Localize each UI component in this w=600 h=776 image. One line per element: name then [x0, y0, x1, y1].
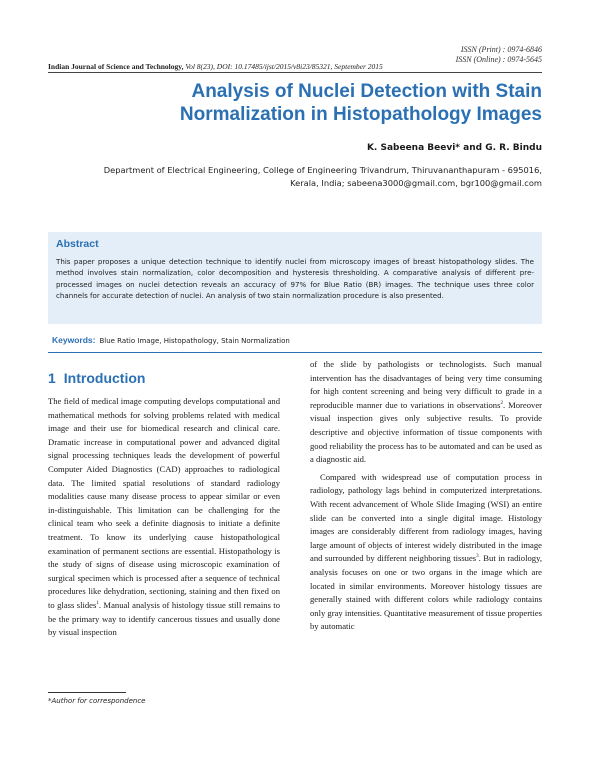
body-paragraph: [48, 395, 280, 640]
header-rule: [48, 72, 542, 73]
issn-online: ISSN (Online) : 0974-5645: [455, 55, 542, 64]
footnote-rule: [48, 692, 126, 693]
body-text: Compared with widespread use of computation process in radiology, pathology lags behind in computerized interpretations. With recent advancement of Whole Slide Imaging (WSI) an entire slide can be converted into a single digital image. Histology images are considerably different from radiology images, having large amount of objects of interest widely distributed in the image and surrounded by different neighboring tissues: [310, 471, 542, 564]
author-list: K. Sabeena Beevi* and G. R. Bindu: [366, 143, 542, 153]
body-text: . Moreover visual inspection gives only subjective results. To provide descriptive and objective information of tissue components with good reliability the process has to be automated and can be used as a diagnostic aid.: [310, 399, 542, 465]
affiliation-line-2: Kerala, India; sabeena3000@gmail.com, bgr100@gmail.com: [290, 178, 542, 188]
body-column-right: [310, 358, 542, 634]
keywords: [52, 335, 542, 345]
section-heading: [48, 370, 145, 386]
issn-block: [456, 45, 542, 65]
body-column-left: [48, 395, 280, 640]
body-text: The field of medical image computing develops computational and mathematical methods for solving problems related with medical image and their use for biomedical research and clinical care. Dramatic increase in computational power and advanced digital signal processing techniques leads the development of powerful Computer Aided Diagnostics (CAD) approaches to radiological data. The limited spatial resolutions of standard radiology modalities cause many disease process to appear similar or even in-distinguishable. This limitation can be challenging for the clinical team who seek a definite diagnosis to initiate a definite treatment. To know its underlying cause histopathological examination of permanent sections are essential. Histopathology is the study of signs of disease using microscopic examination of surgical specimen which is processed after a sequence of technical procedures like dehydration, sectioning, staining and then fixed on to glass slides: [48, 396, 280, 610]
body-text: of the slide by pathologists or technologists. Such manual intervention has the disadvantages of being very time consuming for high content screening and being very difficult to grade in a reproducible manner due to variations in observations: [310, 359, 542, 410]
citation-ref: 3: [476, 554, 479, 560]
affiliation: [72, 164, 542, 190]
keywords-text: Blue Ratio Image, Histopathology, Stain Normalization: [99, 337, 290, 345]
section-title: Introduction: [63, 370, 146, 386]
keywords-label: Keywords:: [52, 335, 96, 345]
body-paragraph: [310, 471, 542, 634]
abstract-heading: Abstract: [56, 238, 99, 250]
abstract-text: This paper proposes a unique detection technique to identify nuclei from microscopy images of breast histopathology slides. The method involves stain normalization, color decomposition and hysteresis thresholding. A comparative analysis of different pre-processed images on nuclei detection reveals an accuracy of 97% for Blue Ratio (BR) images. The technique uses three color channels for accurate detection of nuclei. An analysis of two stain normalization procedure is also presented.: [56, 257, 534, 301]
journal-name: Indian Journal of Science and Technology,: [48, 62, 184, 71]
journal-details: Vol 8(23), DOI: 10.17485/ijst/2015/v8i23/85321, September 2015: [185, 62, 383, 71]
footnote: *Author for correspondence: [48, 697, 146, 705]
body-text: . But in radiology, analysis focuses on one or two organs in the image which are located in similar environments. Moreover histology tissues are generally stained with different colors while radiology contains only gray intensities. Quantitative measurement of tissue properties by automatic: [310, 553, 542, 632]
paper-title: Analysis of Nuclei Detection with Stain Normalization in Histopathology Images: [179, 81, 542, 125]
citation-ref: 2: [500, 400, 503, 406]
body-paragraph: [310, 358, 542, 467]
abstract-box: [48, 232, 542, 324]
keywords-rule: [48, 352, 542, 353]
citation-ref: 1: [96, 601, 99, 607]
issn-print: ISSN (Print) : 0974-6846: [460, 45, 542, 54]
journal-citation: [48, 62, 383, 71]
body-text: . Manual analysis of histology tissue still remains to be the primary way to identify cancerous tissues and usually done by visual inspection: [48, 599, 280, 638]
section-number: 1: [48, 370, 56, 386]
affiliation-line-1: Department of Electrical Engineering, College of Engineering Trivandrum, Thiruvananthapuram - 695016,: [103, 165, 542, 175]
